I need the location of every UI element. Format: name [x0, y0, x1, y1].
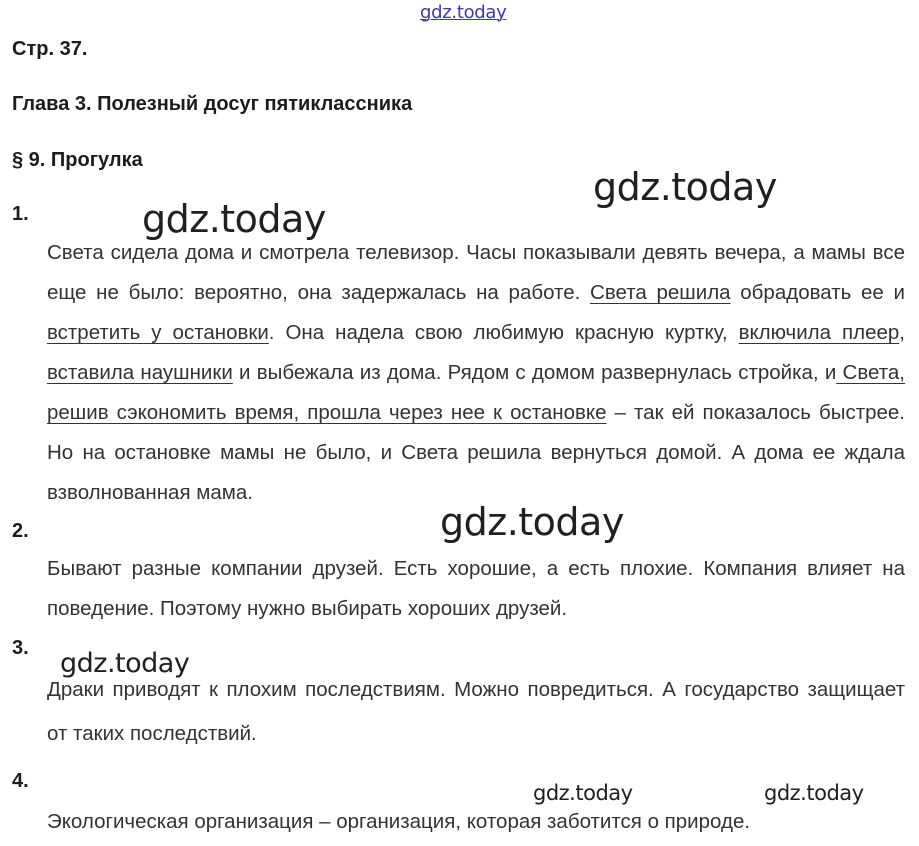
answer-number: 2. — [12, 520, 29, 542]
text-run: – так ей показалось быстрее. Но на остановке мамы не было, и Света решила вернуться домой. А дома ее ждала взволнованная мама. — [47, 401, 905, 504]
text-run: , — [899, 321, 905, 344]
underlined-phrase: встретить у остановки — [47, 321, 269, 344]
text-run: . Она надела свою любимую красную куртку, — [268, 321, 739, 344]
watermark: gdz.today — [142, 197, 326, 241]
section-title: § 9. Прогулка — [12, 149, 143, 171]
answer-number: 1. — [12, 203, 29, 225]
answer-text: Драки приводят к плохим последствиям. Можно повредиться. А государство защищает от таких последствий. — [47, 678, 905, 745]
watermark: gdz.today — [593, 165, 777, 209]
text-run: Света сидела дома и смотрела телевизор. Часы показывали девять вечера, а мамы все еще не было: вероятно, она задержалась на работе. — [47, 241, 905, 304]
answer-number: 3. — [12, 637, 29, 659]
text-run: и выбежала из дома. Рядом с домом развернулась стройка, и — [232, 361, 837, 384]
watermark: gdz.today — [60, 648, 190, 679]
chapter-title: Глава 3. Полезный досуг пятиклассника — [12, 93, 413, 115]
answer-text: Экологическая организация – организация, которая заботится о природе. — [47, 810, 751, 833]
text-run: обрадовать ее и — [730, 281, 905, 304]
underlined-phrase: Света решила — [590, 281, 731, 304]
page-label: Стр. 37. — [12, 38, 88, 60]
watermark: gdz.today — [440, 500, 624, 544]
underlined-phrase: Света, решив сэкономить время, прошла через нее к остановке — [47, 361, 905, 424]
underlined-phrase: включила плеер — [738, 321, 900, 344]
watermark: gdz.today — [764, 781, 864, 805]
watermark: gdz.today — [533, 781, 633, 805]
answer-text — [47, 233, 905, 513]
answer-text: Бывают разные компании друзей. Есть хорошие, а есть плохие. Компания влияет на поведение. Поэтому нужно выбирать хороших друзей. — [47, 557, 905, 620]
watermark-top: gdz.today — [420, 2, 507, 23]
answer-number: 4. — [12, 770, 29, 792]
underlined-phrase: вставила наушники — [47, 361, 233, 384]
